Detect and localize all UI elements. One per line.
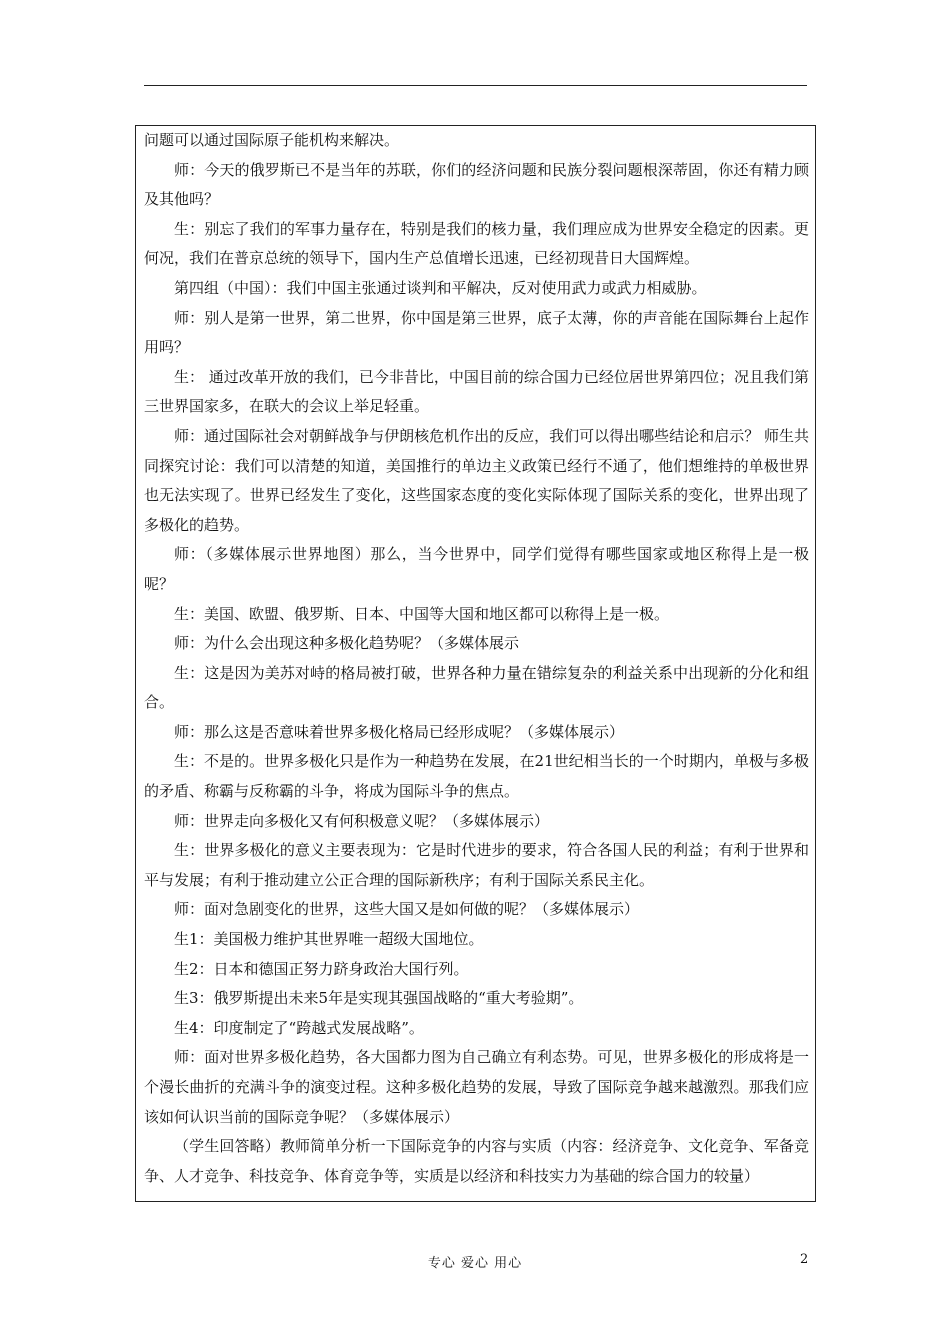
paragraph: 问题可以通过国际原子能机构来解决。	[144, 131, 400, 149]
paragraph: 师：（多媒体展示世界地图）那么，当今世界中，同学们觉得有哪些国家或地区称得上是一极呢？	[144, 545, 809, 593]
paragraph: 生：别忘了我们的军事力量存在，特别是我们的核力量，我们理应成为世界安全稳定的因素。更何况，我们在普京总统的领导下，国内生产总值增长迅速，已经初现昔日大国辉煌。	[144, 219, 809, 268]
footer-motto: 专心 爱心 用心	[427, 1256, 523, 1271]
paragraph: 生4：印度制定了“跨越式发展战略”。	[174, 1018, 424, 1037]
paragraph: 师：世界走向多极化又有何积极意义呢？（多媒体展示）	[174, 811, 550, 830]
paragraph: 生：不是的。世界多极化只是作为一种趋势在发展，在21世纪相当长的一个时期内，单极与多极的矛盾、称霸与反称霸的斗争，将成为国际斗争的焦点。	[144, 752, 809, 801]
document-body	[144, 126, 809, 1191]
page-number: 2	[800, 1252, 809, 1267]
paragraph: 师：通过国际社会对朝鲜战争与伊朗核危机作出的反应，我们可以得出哪些结论和启示？ 师生共同探究讨论：我们可以清楚的知道，美国推行的单边主义政策已经行不通了，他们想维持的单极世界也无法实现了。世界已经发生了变化，这些国家态度的变化实际体现了国际关系的变化，世界出现了多极化的趋势。	[144, 426, 809, 534]
paragraph: （学生回答略）教师简单分析一下国际竞争的内容与实质（内容：经济竞争、文化竞争、军备竞争、人才竞争、科技竞争、体育竞争等，实质是以经济和科技实力为基础的综合国力的较量）	[144, 1137, 809, 1185]
paragraph: 第四组（中国）：我们中国主张通过谈判和平解决，反对使用武力或武力相威胁。	[174, 278, 707, 297]
paragraph: 师：别人是第一世界，第二世界，你中国是第三世界，底子太薄，你的声音能在国际舞台上起作用吗？	[144, 308, 809, 357]
header-rule	[144, 85, 807, 86]
paragraph: 生：世界多极化的意义主要表现为：它是时代进步的要求，符合各国人民的利益；有利于世界和平与发展；有利于推动建立公正合理的国际新秩序；有利于国际关系民主化。	[144, 841, 809, 889]
paragraph: 师：今天的俄罗斯已不是当年的苏联，你们的经济问题和民族分裂问题根深蒂固，你还有精力顾及其他吗？	[144, 160, 809, 209]
paragraph: 师：面对世界多极化趋势，各大国都力图为自己确立有利态势。可见，世界多极化的形成将是一个漫长曲折的充满斗争的演变过程。这种多极化趋势的发展，导致了国际竞争越来越激烈。那我们应该如何认识当前的国际竞争呢？（多媒体展示）	[144, 1048, 809, 1126]
paragraph: 生3：俄罗斯提出未来5年是实现其强国战略的“重大考验期”。	[174, 989, 584, 1008]
paragraph: 师：面对急剧变化的世界，这些大国又是如何做的呢？（多媒体展示）	[174, 900, 640, 919]
paragraph: 师：为什么会出现这种多极化趋势呢？（多媒体展示	[174, 634, 520, 653]
paragraph: 生1：美国极力维护其世界唯一超级大国地位。	[174, 930, 484, 949]
paragraph: 生：这是因为美苏对峙的格局被打破，世界各种力量在错综复杂的利益关系中出现新的分化和组合。	[144, 663, 809, 712]
paragraph: 生：美国、欧盟、俄罗斯、日本、中国等大国和地区都可以称得上是一极。	[174, 604, 670, 623]
paragraph: 生： 通过改革开放的我们，已今非昔比，中国目前的综合国力已经位居世界第四位；况且我们第三世界国家多，在联大的会议上举足轻重。	[144, 367, 809, 416]
paragraph: 生2：日本和德国正努力跻身政治大国行列。	[174, 959, 469, 978]
paragraph: 师：那么这是否意味着世界多极化格局已经形成呢？（多媒体展示）	[174, 722, 625, 741]
